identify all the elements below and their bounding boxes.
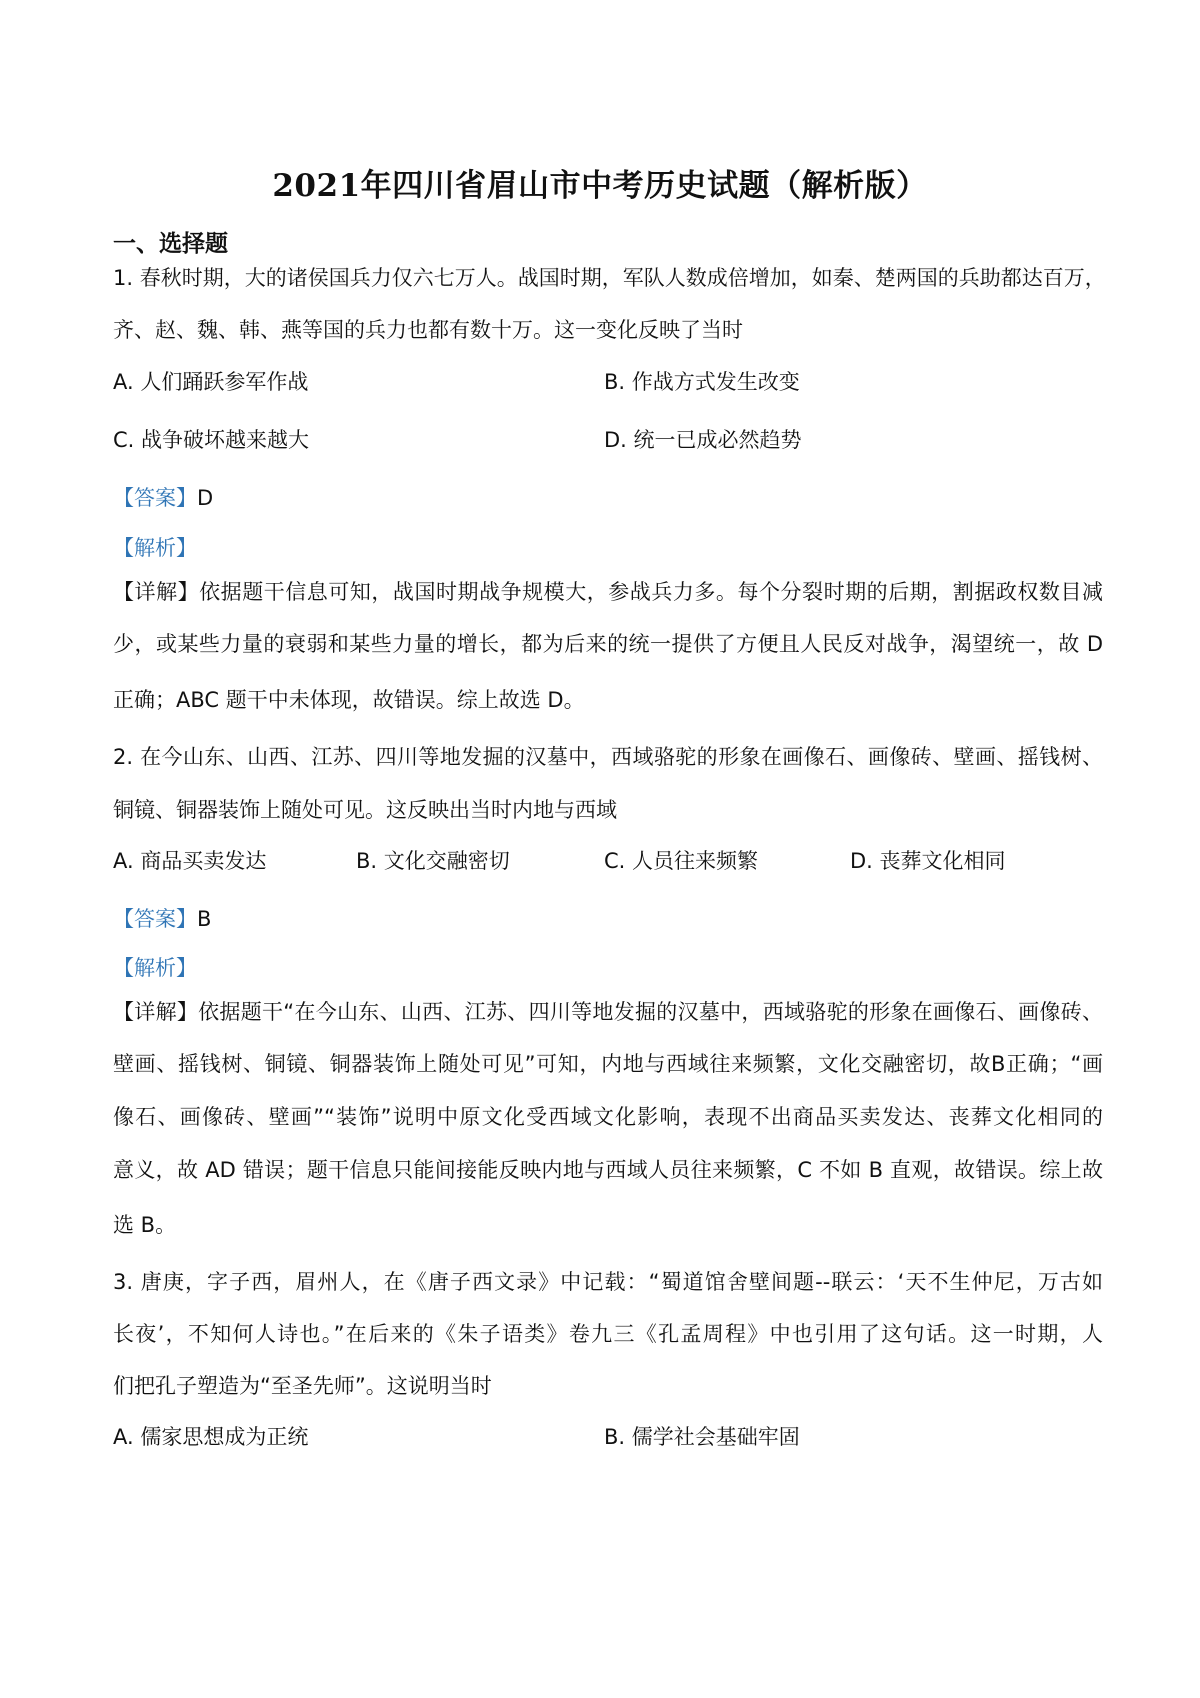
q2-option-d: D. 丧葬文化相同 [850,849,1006,873]
q2-answer [113,903,211,933]
q2-detail-line-3: 像石、画像砖、壁画”“装饰”说明中原文化受西域文化影响，表现不出商品买卖发达、丧葬文化相同的 [113,1105,1103,1129]
q2-option-a: A. 商品买卖发达 [113,849,267,873]
q1-option-a: A. 人们踊跃参军作战 [113,370,309,394]
q2-option-c: C. 人员往来频繁 [604,849,759,873]
q3-option-a: A. 儒家思想成为正统 [113,1425,309,1449]
q3-stem-line-3: 们把孔子塑造为“至圣先师”。这说明当时 [113,1374,492,1398]
q2-detail-line-5: 选 B。 [113,1213,177,1237]
q1-answer [113,482,213,512]
q2-detail-line-1: 【详解】依据题干“在今山东、山西、江苏、四川等地发掘的汉墓中，西域骆驼的形象在画像石、画像砖、 [113,1000,1103,1024]
q2-detail-line-4: 意义，故 AD 错误；题干信息只能间接能反映内地与西域人员往来频繁，C 不如 B 直观，故错误。综上故 [113,1158,1103,1182]
q1-detail-line-1: 【详解】依据题干信息可知，战国时期战争规模大，参战兵力多。每个分裂时期的后期，割据政权数目减 [113,580,1103,604]
q1-answer-value: D [197,486,214,510]
q2-analysis-label: 【解析】 [113,956,197,980]
q3-stem-line-2: 长夜’，不知何人诗也。”在后来的《朱子语类》卷九三《孔孟周程》中也引用了这句话。这一时期，人 [113,1322,1103,1346]
q1-stem-line-1: 1. 春秋时期，大的诸侯国兵力仅六七万人。战国时期，军队人数成倍增加，如秦、楚两国的兵助都达百万， [113,266,1106,290]
q1-stem-line-2: 齐、赵、魏、韩、燕等国的兵力也都有数十万。这一变化反映了当时 [113,318,743,342]
q1-option-d: D. 统一已成必然趋势 [604,428,802,452]
answer-label: 【答案】 [113,486,197,510]
q2-stem-line-1: 2. 在今山东、山西、江苏、四川等地发掘的汉墓中，西域骆驼的形象在画像石、画像砖、壁画、摇钱树、 [113,745,1103,769]
answer-label: 【答案】 [113,907,197,931]
q3-option-b: B. 儒学社会基础牢固 [604,1425,800,1449]
section-heading: 一、选择题 [113,230,228,257]
q1-option-b: B. 作战方式发生改变 [604,370,800,394]
page-title: 2021年四川省眉山市中考历史试题（解析版） [272,168,928,204]
q1-detail-line-3: 正确；ABC 题干中未体现，故错误。综上故选 D。 [113,688,585,712]
q1-detail-line-2: 少，或某些力量的衰弱和某些力量的增长，都为后来的统一提供了方便且人民反对战争，渴望统一，故 D [113,632,1103,656]
q2-stem-line-2: 铜镜、铜器装饰上随处可见。这反映出当时内地与西域 [113,798,617,822]
q2-detail-line-2: 壁画、摇钱树、铜镜、铜器装饰上随处可见”可知，内地与西域往来频繁，文化交融密切，故B正确；“画 [113,1052,1103,1076]
q1-option-c: C. 战争破坏越来越大 [113,428,310,452]
q1-analysis-label: 【解析】 [113,536,197,560]
q3-stem-line-1: 3. 唐庚，字子西，眉州人，在《唐子西文录》中记载：“蜀道馆舍壁间题--联云：‘天不生仲尼，万古如 [113,1270,1103,1294]
q2-option-b: B. 文化交融密切 [356,849,510,873]
q2-answer-value: B [197,907,212,931]
